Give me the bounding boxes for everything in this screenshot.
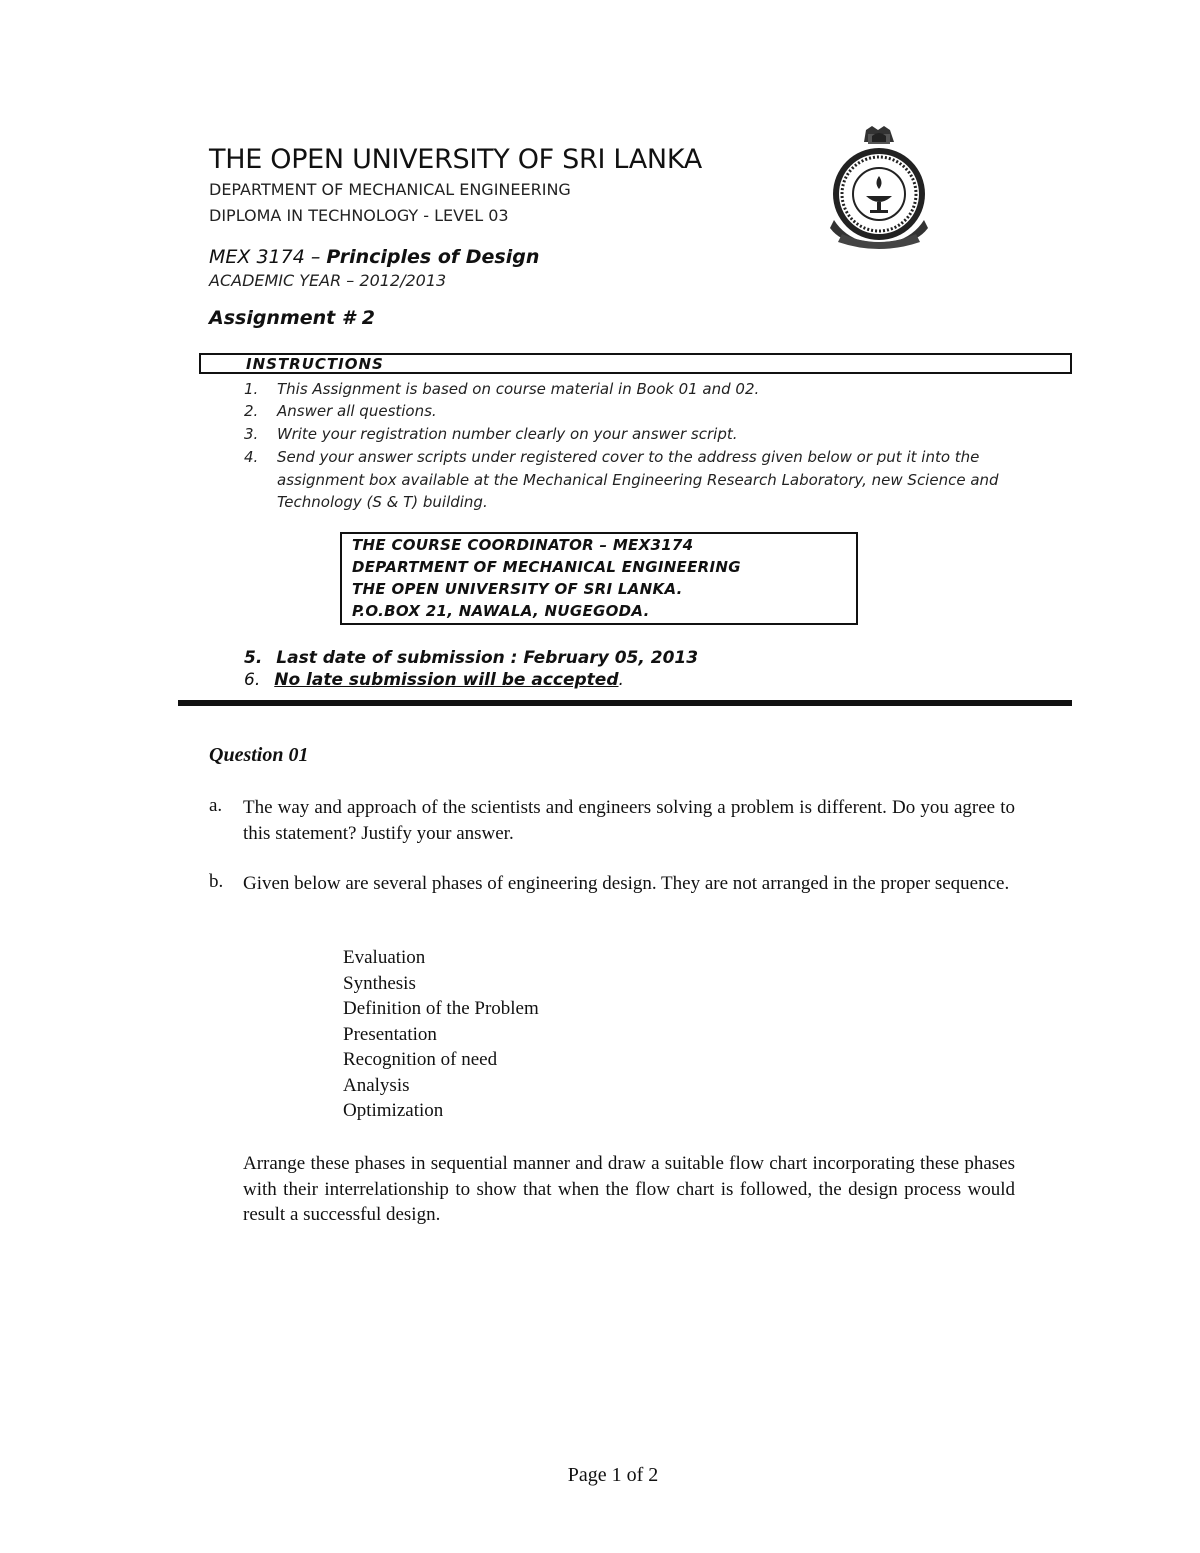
part-b-instruction: Arrange these phases in sequential manner and draw a suitable flow chart incorporating these phases with their interrelationship to show that when the flow chart is followed, the design process would result a successful design. [243, 1153, 1015, 1225]
instruction-number: 2. [244, 402, 259, 420]
address-line: THE COURSE COORDINATOR – MEX3174 [352, 536, 694, 554]
question-title: Question 01 [209, 744, 309, 766]
design-phase-item: Synthesis [343, 973, 416, 994]
late-submission-note: 6. No late submission will be accepted. [244, 670, 624, 690]
instruction-number: 5. [244, 648, 263, 668]
design-phase-item: Evaluation [343, 947, 426, 968]
instruction-number: 1. [244, 380, 259, 398]
academic-year: ACADEMIC YEAR – 2012/2013 [209, 271, 447, 290]
university-crest-logo [828, 124, 930, 252]
assignment-number: Assignment # 2 [209, 307, 375, 329]
instruction-item [0, 423, 1200, 445]
instruction-text: Send your answer scripts under registered cover to the address given below or put it into the assignment box available at the Mechanical Engineering Research Laboratory, new Science and Technology (S & T) building. [277, 448, 999, 511]
department-name: DEPARTMENT OF MECHANICAL ENGINEERING [209, 180, 571, 199]
instruction-text: This Assignment is based on course material in Book 01 and 02. [277, 380, 760, 398]
instruction-text: Write your registration number clearly on your answer script. [277, 425, 738, 443]
instruction-number: 6. [244, 670, 261, 690]
design-phase-item: Optimization [343, 1100, 444, 1121]
page-number: Page 1 of 2 [567, 1464, 659, 1486]
instruction-item [0, 378, 1200, 400]
course-name: Principles of Design [326, 246, 540, 268]
submission-deadline [244, 648, 698, 668]
design-phase-item: Definition of the Problem [343, 998, 539, 1019]
deadline-text: Last date of submission : February 05, 2013 [276, 648, 699, 668]
instruction-number: 3. [244, 425, 259, 443]
address-line: THE OPEN UNIVERSITY OF SRI LANKA. [352, 580, 683, 598]
course-title [209, 246, 539, 268]
part-b-label: b. [209, 871, 224, 892]
late-submission-text: No late submission will be accepted [274, 670, 619, 690]
diploma-level: DIPLOMA IN TECHNOLOGY - LEVEL 03 [209, 206, 509, 225]
course-code: MEX 3174 – [209, 246, 327, 268]
instruction-item [0, 446, 1200, 516]
section-divider [178, 700, 1072, 706]
instruction-item [0, 400, 1200, 422]
design-phase-item: Presentation [343, 1024, 437, 1045]
design-phase-item: Analysis [343, 1075, 410, 1096]
part-a-label: a. [209, 795, 223, 816]
instructions-heading: INSTRUCTIONS [246, 355, 384, 373]
instruction-number: 4. [244, 448, 259, 466]
design-phase-item: Recognition of need [343, 1049, 498, 1070]
university-title: THE OPEN UNIVERSITY OF SRI LANKA [209, 144, 702, 175]
address-line: P.O.BOX 21, NAWALA, NUGEGODA. [352, 602, 650, 620]
address-line: DEPARTMENT OF MECHANICAL ENGINEERING [352, 558, 741, 576]
instruction-text: Answer all questions. [277, 402, 437, 420]
part-b-text: Given below are several phases of engineering design. They are not arranged in the proper sequence. [243, 873, 1010, 894]
part-a-text: The way and approach of the scientists and engineers solving a problem is different. Do you agree to this statement? Justify your answer. [243, 797, 1015, 844]
